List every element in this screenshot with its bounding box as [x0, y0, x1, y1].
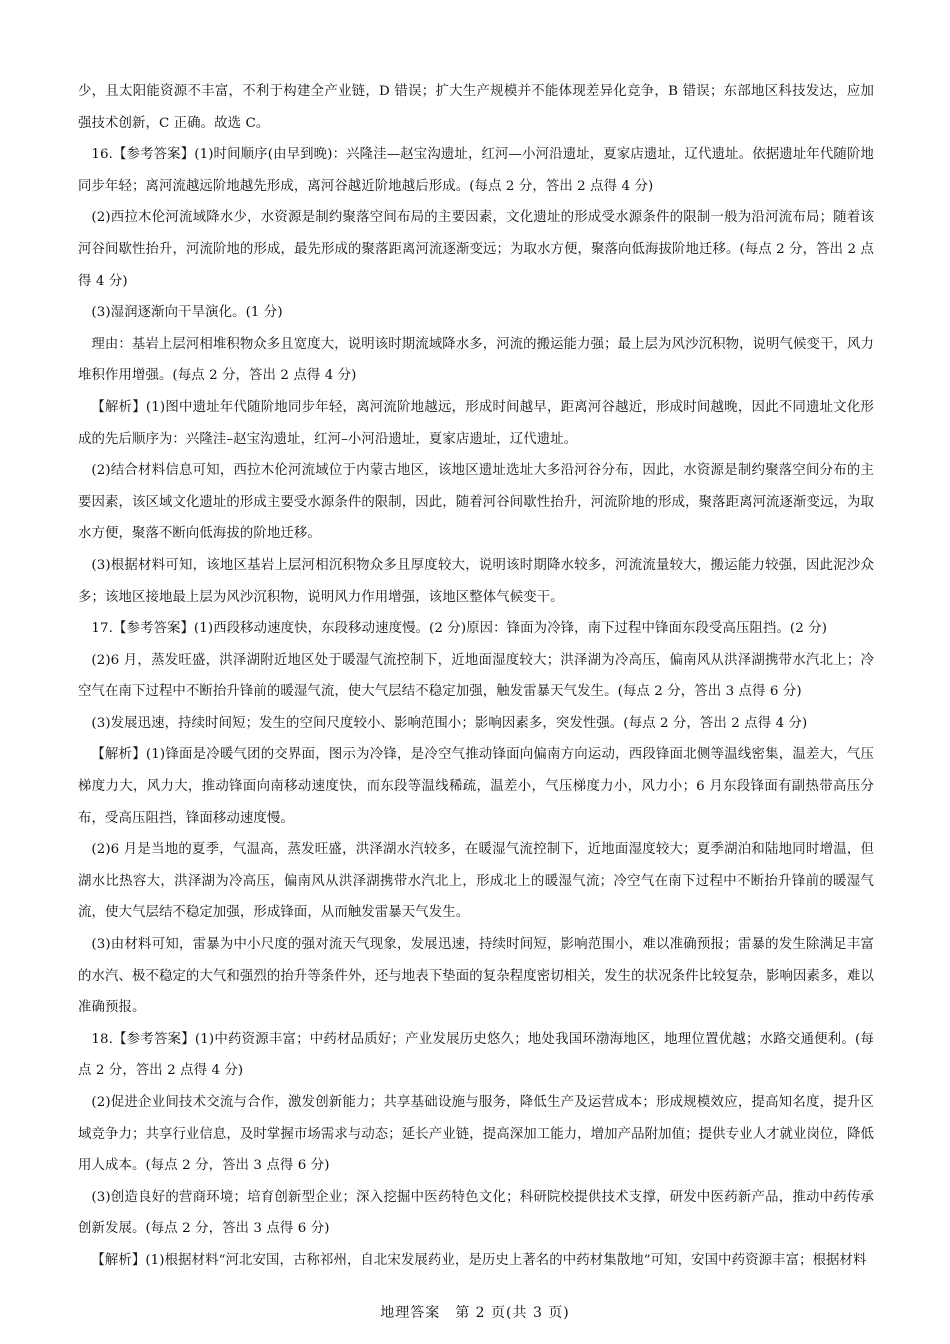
paragraph-q17-analysis-1: 【解析】(1)锋面是冷暖气团的交界面，图示为冷锋，是冷空气推动锋面向偏南方向运动，西段锋面北侧等温线密集，温差大，气压梯度力大，风力大，推动锋面向南移动速度快，而东段等温线稀疏，温差小，气压梯度力小，风力小；6 月东段锋面有副热带高压分布，受高压阻挡，锋面移动速度慢。	[78, 747, 874, 826]
paragraph-q17-analysis-2: (2)6 月是当地的夏季，气温高，蒸发旺盛，洪泽湖水汽较多，在暖湿气流控制下，近地面湿度较大；夏季湖泊和陆地同时增温，但湖水比热容大，洪泽湖为冷高压，偏南风从洪泽湖携带水汽北上，形成北上的暖湿气流；冷空气在南下过程中不断抬升锋前的暖湿气流，使大气层结不稳定加强，形成锋面，从而触发雷暴天气发生。	[78, 842, 874, 921]
paragraph-q16-analysis-1: 【解析】(1)图中遗址年代随阶地同步年轻，离河流阶地越远，形成时间越早，距离河谷越近，形成时间越晚，因此不同遗址文化形成的先后顺序为：兴隆洼–赵宝沟遗址，红河–小河沿遗址，夏家店遗址，辽代遗址。	[78, 399, 874, 447]
paragraph: 少，且太阳能资源不丰富，不利于构建全产业链，D 错误；扩大生产规模并不能体现差异化竞争，B 错误；东部地区科技发达，应加强技术创新，C 正确。故选 C。	[78, 84, 874, 131]
page-footer: 地理答案 第 2 页(共 3 页)	[380, 1305, 570, 1321]
paragraph-q16-analysis-3: (3)根据材料可知，该地区基岩上层河相沉积物众多且厚度较大，说明该时期降水较多，河流流量较大，搬运能力较强，因此泥沙众多；该地区接地最上层为风沙沉积物，说明风力作用增强，该地区整体气候变干。	[78, 557, 874, 605]
paragraph-q17-answer-3: (3)发展迅速，持续时间短；发生的空间尺度较小、影响范围小；影响因素多，突发性强。(每点 2 分，答出 2 点得 4 分)	[91, 715, 808, 731]
paragraph-q17-answer-2: (2)6 月，蒸发旺盛，洪泽湖附近地区处于暖湿气流控制下，近地面湿度较大；洪泽湖为冷高压，偏南风从洪泽湖携带水汽北上；冷空气在南下过程中不断抬升锋前的暖湿气流，使大气层结不稳定加强，触发雷暴天气发生。(每点 2 分，答出 3 点得 6 分)	[78, 652, 874, 700]
paragraph-q18-answer-3: (3)创造良好的营商环境；培育创新型企业；深入挖掘中医药特色文化；科研院校提供技术支撑，研发中医药新产品，推动中药传承创新发展。(每点 2 分，答出 3 点得 6 分)	[78, 1189, 874, 1237]
paragraph-q17-answer-1: 17.【参考答案】(1)西段移动速度快，东段移动速度慢。(2 分)原因：锋面为冷锋，南下过程中锋面东段受高压阻挡。(2 分)	[91, 621, 828, 637]
paragraph-q18-analysis-1: 【解析】(1)根据材料“河北安国，古称祁州，自北宋发展药业，是历史上著名的中药材集散地”可知，安国中药资源丰富；根据材料	[91, 1252, 867, 1268]
paragraph-q16-reason: 理由：基岩上层河相堆积物众多且宽度大，说明该时期流域降水多，河流的搬运能力强；最上层为风沙沉积物，说明气候变干，风力堆积作用增强。(每点 2 分，答出 2 点得 4 分)	[78, 336, 874, 384]
answer-body	[78, 76, 874, 1277]
paragraph-q18-answer-2: (2)促进企业间技术交流与合作，激发创新能力；共享基础设施与服务，降低生产及运营成本；形成规模效应，提高知名度，提升区域竞争力；共享行业信息，及时掌握市场需求与动态；延长产业链，提高深加工能力，增加产品附加值；提供专业人才就业岗位，降低用人成本。(每点 2 分，答出 3 点得 6 分)	[78, 1095, 874, 1174]
paragraph-q16-answer-2: (2)西拉木伦河流域降水少，水资源是制约聚落空间布局的主要因素，文化遗址的形成受水源条件的限制一般为沿河流布局；随着该河谷间歇性抬升，河流阶地的形成，最先形成的聚落距离河流逐渐变远；为取水方便，聚落向低海拔阶地迁移。(每点 2 分，答出 2 点得 4 分)	[78, 210, 874, 289]
paragraph-q16-analysis-2: (2)结合材料信息可知，西拉木伦河流域位于内蒙古地区，该地区遗址选址大多沿河谷分布，因此，水资源是制约聚落空间分布的主要因素，该区域文化遗址的形成主要受水源条件的限制，因此，随着河谷间歇性抬升，河流阶地的形成，聚落距离河流逐渐变远，为取水方便，聚落不断向低海拔的阶地迁移。	[78, 463, 874, 542]
paragraph-q18-answer-1: 18.【参考答案】(1)中药资源丰富；中药材品质好；产业发展历史悠久；地处我国环渤海地区，地理位置优越；水路交通便利。(每点 2 分，答出 2 点得 4 分)	[78, 1031, 874, 1079]
paragraph-q17-analysis-3: (3)由材料可知，雷暴为中小尺度的强对流天气现象，发展迅速，持续时间短，影响范围小，难以准确预报；雷暴的发生除满足丰富的水汽、极不稳定的大气和强烈的抬升等条件外，还与地表下垫面的复杂程度密切相关，发生的状况条件比较复杂，影响因素多，难以准确预报。	[78, 937, 874, 1016]
paragraph-q16-answer-1: 16.【参考答案】(1)时间顺序(由早到晚)：兴隆洼—赵宝沟遗址，红河—小河沿遗址，夏家店遗址，辽代遗址。依据遗址年代随阶地同步年轻；离河流越远阶地越先形成，离河谷越近阶地越后形成。(每点 2 分，答出 2 点得 4 分)	[78, 147, 874, 194]
paragraph-q16-answer-3: (3)湿润逐渐向干旱演化。(1 分)	[91, 305, 283, 321]
